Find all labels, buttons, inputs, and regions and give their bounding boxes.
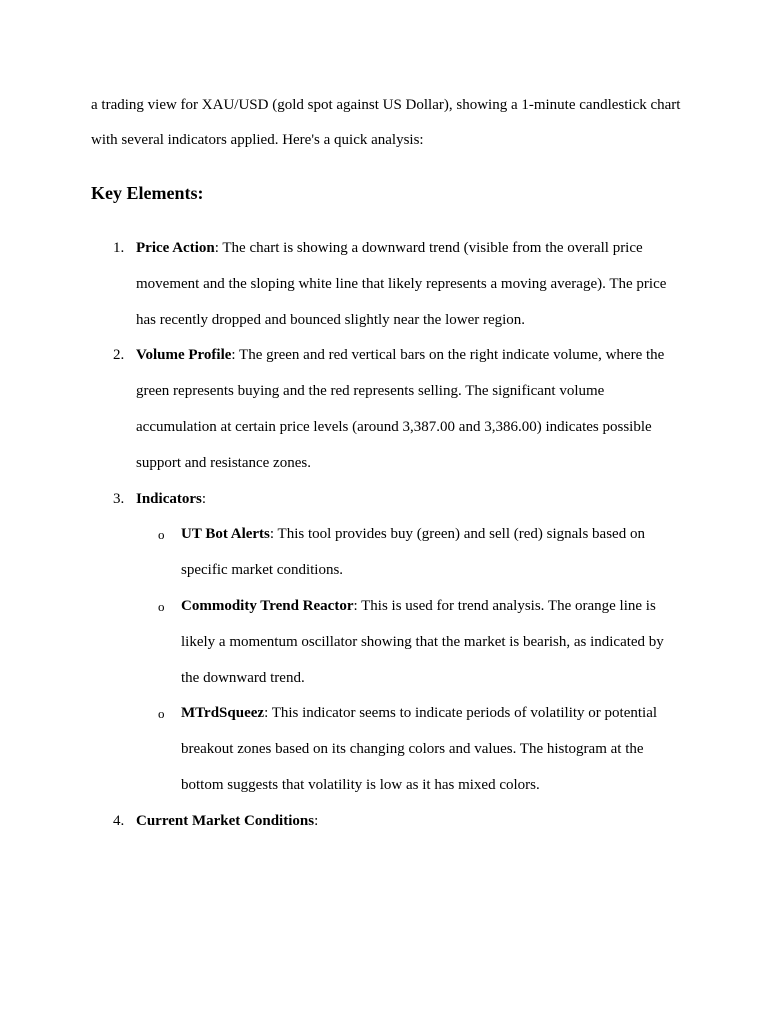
list-item-indicators <box>0 482 676 804</box>
list-item-volume-profile <box>0 338 676 481</box>
subitem-text: : This tool provides buy (green) and sell (red) signals based on specific market conditions. <box>181 526 645 579</box>
list-number: 2. <box>113 347 125 364</box>
subitem-text: : This is used for trend analysis. The orange line is likely a momentum oscillator showing that the market is bearish, as indicated by the downward trend. <box>181 597 664 686</box>
section-heading: Key Elements: <box>91 183 204 203</box>
bullet-marker: o <box>158 527 165 543</box>
indicators-sublist <box>136 517 676 803</box>
item-title: Indicators <box>136 490 202 507</box>
item-title: Price Action <box>136 240 215 256</box>
list-item-current-market-conditions <box>0 804 676 840</box>
item-text: : The chart is showing a downward trend (visible from the overall price movement and the sloping white line that likely represents a moving average). The price has recently dropped and bounced slightly near the lower region. <box>136 240 667 328</box>
subitem-title: Commodity Trend Reactor <box>181 597 354 614</box>
list-item-price-action <box>0 231 676 338</box>
subitem-commodity-trend-reactor <box>136 589 671 696</box>
item-title: Volume Profile <box>136 347 232 364</box>
bullet-marker: o <box>158 598 165 614</box>
item-text: : The green and red vertical bars on the right indicate volume, where the green represents buying and the red represents selling. The significant volume accumulation at certain price levels (around 3,387.00 and 3,386.00) indicates possible support and resistance zones. <box>136 347 665 471</box>
key-elements-list <box>0 231 768 840</box>
subitem-title: MTrdSqueez <box>181 705 265 722</box>
subitem-mtrdsqueez <box>136 696 671 803</box>
bullet-marker: o <box>158 706 165 722</box>
item-title: Current Market Conditions <box>136 812 315 829</box>
list-number: 4. <box>113 812 125 829</box>
list-number: 3. <box>113 490 125 507</box>
intro-paragraph: a trading view for XAU/USD (gold spot against US Dollar), showing a 1-minute candlestick chart with several indicators applied. Here's a quick analysis: <box>91 97 681 148</box>
item-text: : <box>201 490 207 507</box>
list-number: 1. <box>113 240 125 256</box>
subitem-title: UT Bot Alerts <box>181 526 270 543</box>
item-text: : <box>314 812 319 829</box>
subitem-ut-bot-alerts <box>136 517 671 589</box>
subitem-text: : This indicator seems to indicate periods of volatility or potential breakout zones based on its changing colors and values. The histogram at the bottom suggests that volatility is low as it has mixed colors. <box>181 705 658 793</box>
